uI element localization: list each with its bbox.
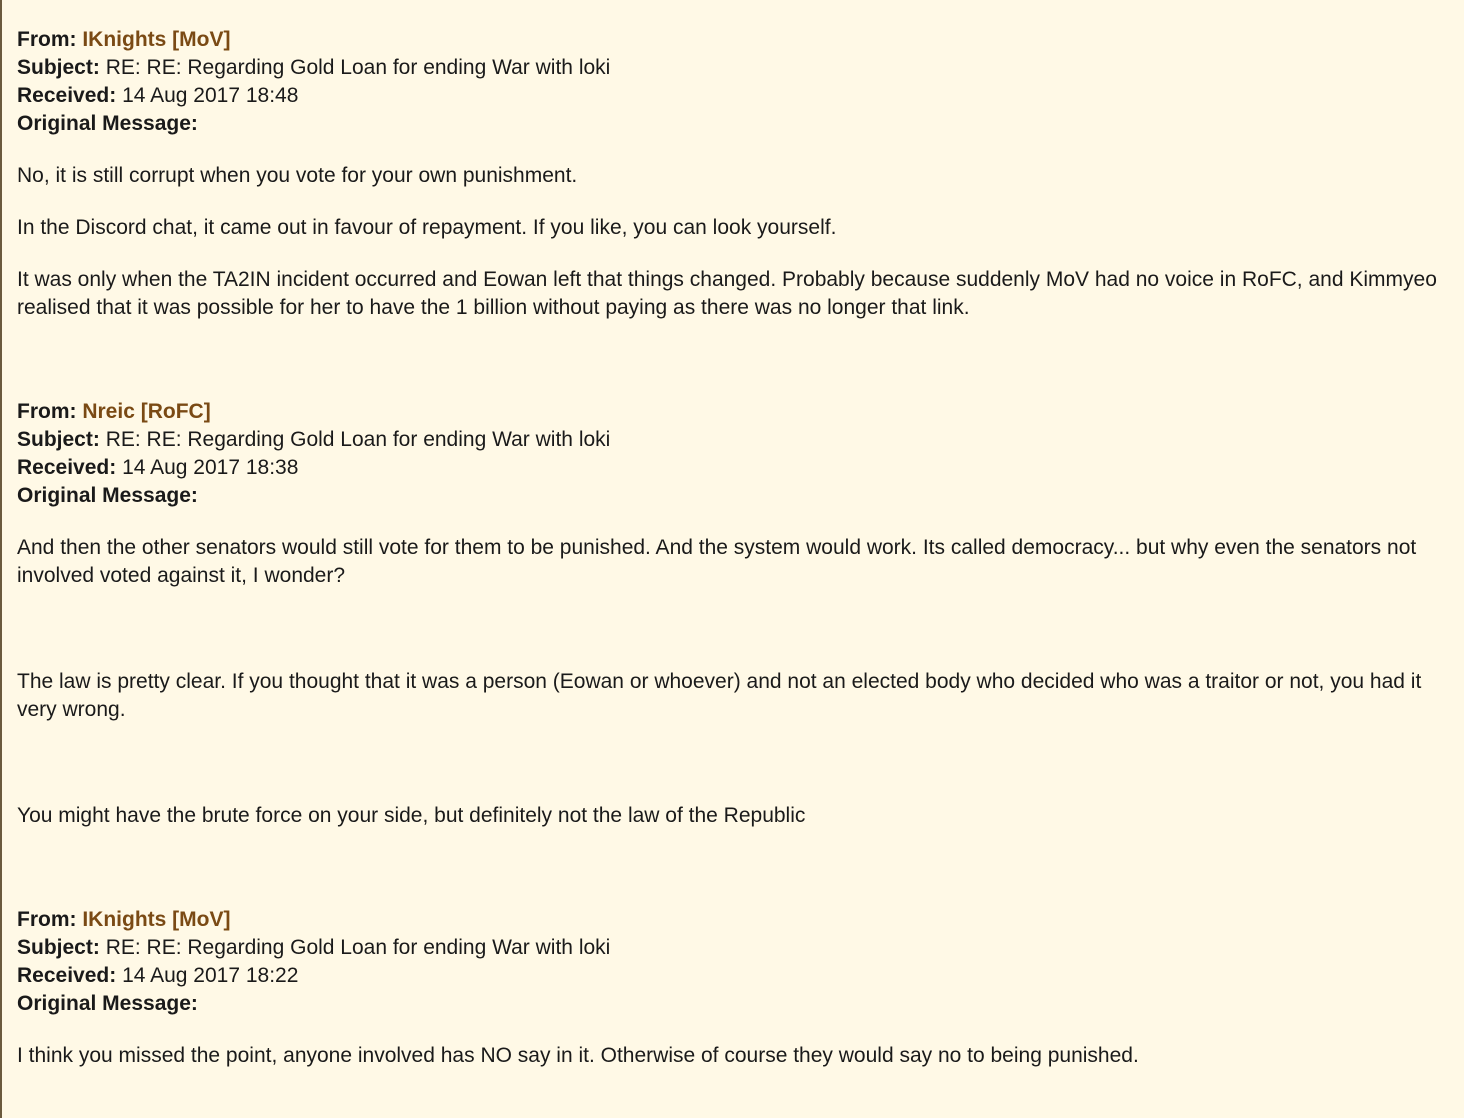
message-body <box>17 1018 1447 1070</box>
message-body <box>17 510 1447 830</box>
message-2 <box>17 398 1447 830</box>
original-message-label: Original Message: <box>17 484 198 507</box>
received-label: Received: <box>17 964 117 987</box>
received-line <box>17 454 1447 482</box>
message-paragraph: The law is pretty clear. If you thought that it was a person (Eowan or whoever) and not an elected body who decided who was a traitor or not, you had it very wrong. <box>17 670 1422 721</box>
original-message-label: Original Message: <box>17 112 198 135</box>
subject-line <box>17 426 1447 454</box>
message-paragraph: In the Discord chat, it came out in favour of repayment. If you like, you can look yourself. <box>17 216 837 239</box>
subject-line <box>17 934 1447 962</box>
subject-value: RE: RE: Regarding Gold Loan for ending War with loki <box>105 936 611 959</box>
message-3 <box>17 906 1447 1070</box>
from-label: From: <box>17 908 77 931</box>
sender-link[interactable]: Nreic [RoFC] <box>82 400 211 423</box>
message-body <box>17 138 1447 322</box>
subject-label: Subject: <box>17 56 100 79</box>
subject-label: Subject: <box>17 428 100 451</box>
message-1 <box>17 26 1447 322</box>
message-thread <box>17 26 1447 1070</box>
from-line <box>17 906 1447 934</box>
message-paragraph: It was only when the TA2IN incident occurred and Eowan left that things changed. Probably because suddenly MoV had no voice in RoFC, and Kimmyeo realised that it was possible for her to have the 1 billion without paying as there was no longer that link. <box>17 268 1437 319</box>
message-paragraph: And then the other senators would still vote for them to be punished. And the system would work. Its called democracy... but why even the senators not involved voted against it, I wonder? <box>17 536 1417 587</box>
sender-link[interactable]: IKnights [MoV] <box>82 908 231 931</box>
received-label: Received: <box>17 456 117 479</box>
from-line <box>17 398 1447 426</box>
received-line <box>17 962 1447 990</box>
sender-link[interactable]: IKnights [MoV] <box>82 28 231 51</box>
message-paragraph: I think you missed the point, anyone involved has NO say in it. Otherwise of course they would say no to being punished. <box>17 1044 1139 1067</box>
subject-value: RE: RE: Regarding Gold Loan for ending War with loki <box>105 56 611 79</box>
received-value: 14 Aug 2017 18:22 <box>122 964 299 987</box>
from-line <box>17 26 1447 54</box>
subject-value: RE: RE: Regarding Gold Loan for ending War with loki <box>105 428 611 451</box>
received-label: Received: <box>17 84 117 107</box>
from-label: From: <box>17 400 77 423</box>
subject-line <box>17 54 1447 82</box>
subject-label: Subject: <box>17 936 100 959</box>
original-message-line <box>17 110 1447 138</box>
page-left-border <box>0 0 2 1118</box>
original-message-line <box>17 482 1447 510</box>
from-label: From: <box>17 28 77 51</box>
received-value: 14 Aug 2017 18:38 <box>122 456 299 479</box>
received-value: 14 Aug 2017 18:48 <box>122 84 299 107</box>
message-paragraph: You might have the brute force on your side, but definitely not the law of the Republic <box>17 804 806 827</box>
original-message-label: Original Message: <box>17 992 198 1015</box>
message-paragraph: No, it is still corrupt when you vote for your own punishment. <box>17 164 578 187</box>
original-message-line <box>17 990 1447 1018</box>
received-line <box>17 82 1447 110</box>
